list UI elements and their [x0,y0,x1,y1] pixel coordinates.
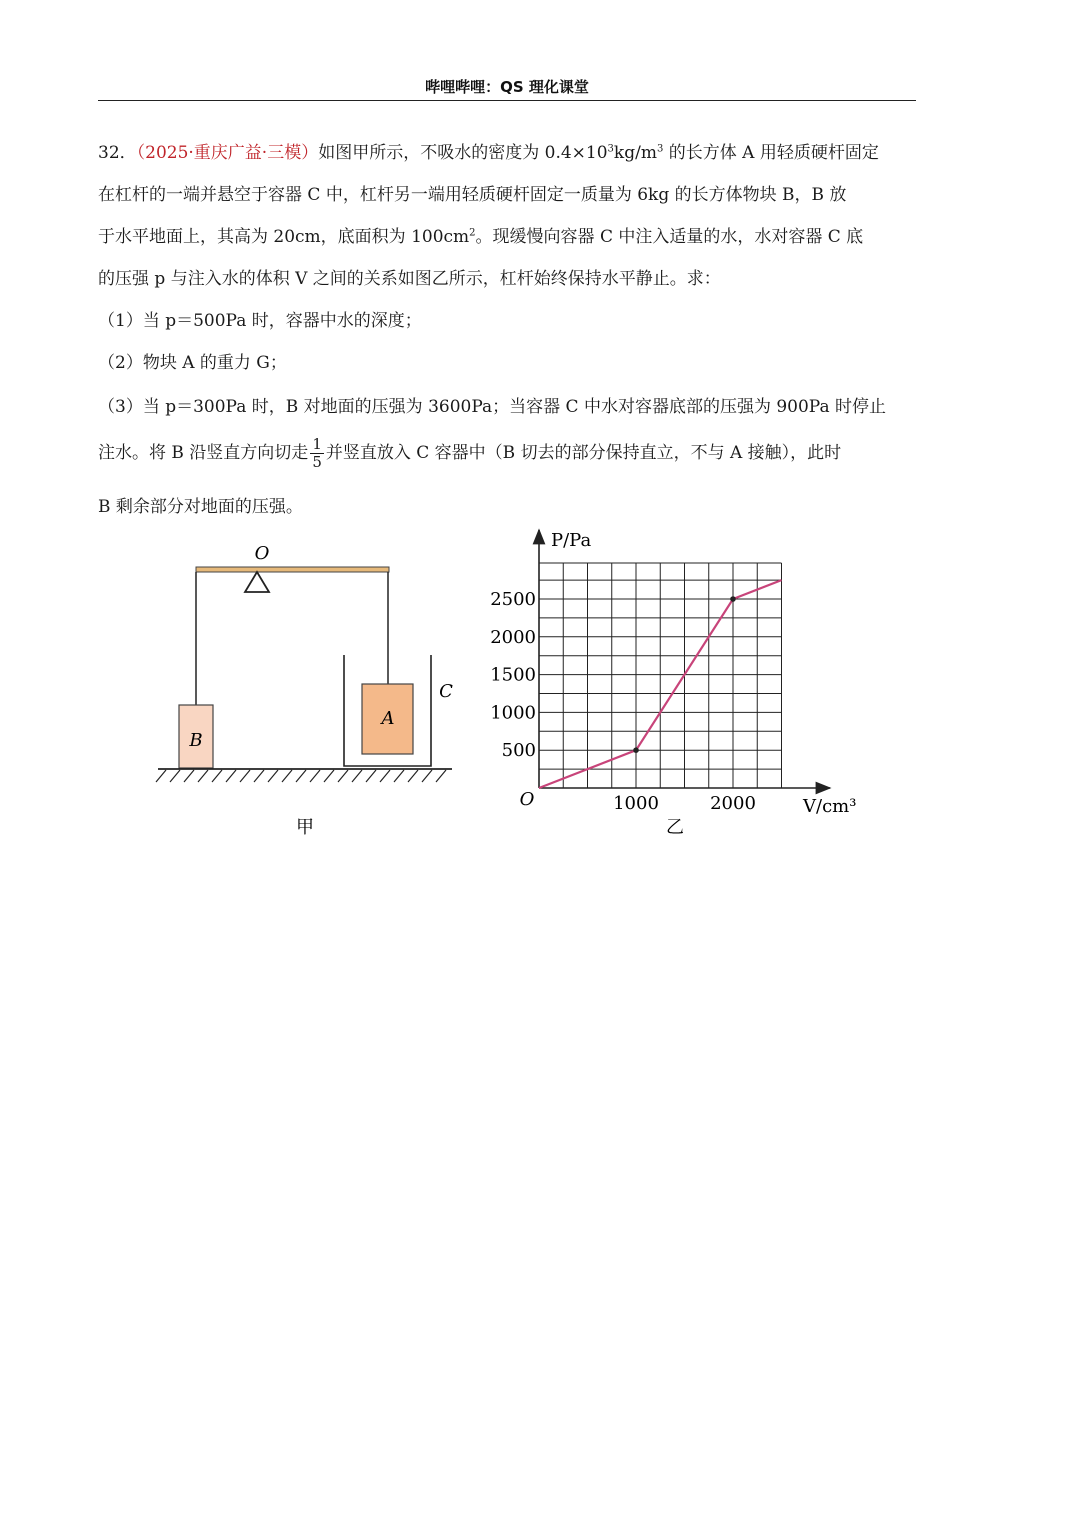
origin-label: O [519,789,535,810]
text-q3b-post: 并竖直放入 C 容器中（B 切去的部分保持直立，不与 A 接触），此时 [325,443,842,463]
hatch-mark [436,770,446,782]
sup-exp-1: 3 [607,143,614,155]
figure-jia-caption: 甲 [296,817,314,838]
hatch-mark [422,770,432,782]
question-source: （2025·重庆广益·三模） [136,143,319,163]
hatch-mark [212,770,222,782]
pivot-label: O [254,543,270,564]
text-l3b: 。现缓慢向容器 C 中注入适量的水，水对容器 C 底 [475,227,864,247]
sub-question-3-line-3: B 剩余部分对地面的压强。 [98,497,303,517]
hatch-mark [184,770,194,782]
hatch-mark [380,770,390,782]
hatch-mark [254,770,264,782]
ground-hatching [156,770,446,782]
hatch-mark [408,770,418,782]
y-tick-label: 2500 [490,589,536,610]
lever-beam [196,567,389,572]
hatch-mark [338,770,348,782]
y-tick-label: 1000 [490,702,536,724]
hatch-mark [352,770,362,782]
y-tick-label: 500 [501,740,536,762]
sup-exp-2: 3 [656,143,664,155]
hatch-mark [240,770,250,782]
hatch-mark [170,770,180,782]
question-line-4: 的压强 p 与注入水的体积 V 之间的关系如图乙所示，杠杆始终保持水平静止。求： [98,269,721,289]
sub-question-1: （1）当 p＝500Pa 时，容器中水的深度； [98,311,422,331]
data-point [730,596,736,602]
fulcrum-triangle [245,572,269,592]
figure-yi-caption: 乙 [666,817,684,838]
question-line-2: 在杠杆的一端并悬空于容器 C 中，杠杆另一端用轻质硬杆固定一质量为 6kg 的长方体物块 B，B 放 [98,185,847,205]
text-l3a: 于水平地面上，其高为 20cm，底面积为 100cm [98,227,470,247]
figure-jia [156,543,453,838]
x-axis-label: V/cm³ [803,796,857,817]
hatch-mark [324,770,334,782]
hatch-mark [156,770,166,782]
hatch-mark [198,770,208,782]
hatch-mark [310,770,320,782]
hatch-mark [268,770,278,782]
fraction-numerator: 1 [312,435,322,453]
hatch-mark [394,770,404,782]
y-axis-label: P/Pa [551,530,592,551]
x-tick-label: 2000 [710,793,756,814]
y-tick-label: 1500 [490,664,536,686]
text-l1a: 如图甲所示，不吸水的密度为 0.4×10 [318,143,608,163]
hatch-mark [226,770,236,782]
text-l1b: kg/m [613,143,657,163]
sub-question-2: （2）物块 A 的重力 G； [98,353,287,373]
y-tick-label: 2000 [490,626,536,648]
text-l1c: 的长方体 A 用轻质硬杆固定 [663,143,879,163]
text-q3b-pre: 注水。将 B 沿竖直方向切走 [98,443,309,463]
x-tick-label: 1000 [613,793,659,814]
block-b-label: B [189,730,203,751]
sub-question-3-line-1: （3）当 p＝300Pa 时，B 对地面的压强为 3600Pa；当容器 C 中水对容器底部的压强为 900Pa 时停止 [98,397,887,417]
question-number: 32． [98,143,137,163]
container-label: C [439,681,453,702]
data-point [633,747,639,753]
hatch-mark [366,770,376,782]
page-header: 哔哩哔哩：QS 理化课堂 [425,78,589,96]
sup-exp-3: 2 [469,227,476,239]
hatch-mark [282,770,292,782]
hatch-mark [296,770,306,782]
block-a-label: A [381,708,395,729]
figure-yi-chart [490,530,856,838]
fraction-denominator: 5 [312,453,322,471]
